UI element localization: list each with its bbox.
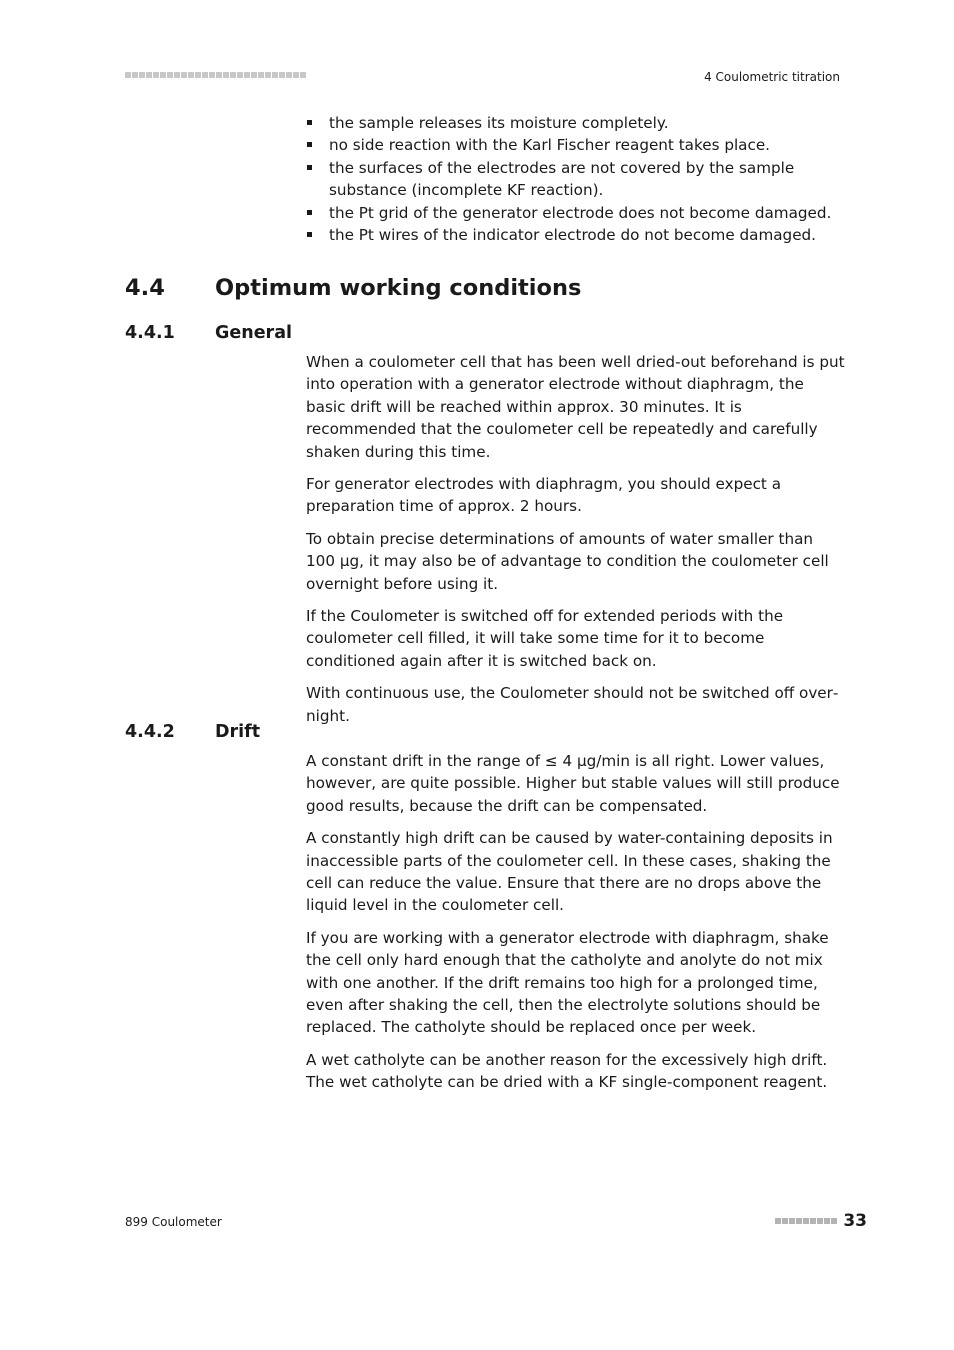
section-heading-4-4-1 bbox=[125, 323, 292, 343]
header-decoration bbox=[125, 72, 306, 78]
footer-product-name: 899 Coulometer bbox=[125, 1215, 222, 1229]
section-heading-4-4 bbox=[125, 275, 581, 301]
section-number: 4.4 bbox=[125, 275, 165, 301]
list-item: the Pt grid of the generator electrode does not become damaged. bbox=[306, 202, 846, 224]
list-item: the Pt wires of the indicator electrode do not become damaged. bbox=[306, 224, 846, 246]
bullet-icon bbox=[307, 142, 312, 147]
section-title: Drift bbox=[215, 722, 261, 742]
paragraph: With continuous use, the Coulometer should not be switched off overnight. bbox=[306, 684, 839, 725]
section-number: 4.4.1 bbox=[125, 323, 175, 343]
paragraph: If you are working with a generator electrode with diaphragm, shake the cell only hard enough that the catholyte and anolyte do not mix with one another. If the drift remains too high for a prolonged time, even after shaking the cell, then the electrolyte solutions should be replaced. The catholyte should be replaced once per week. bbox=[306, 928, 829, 1037]
list-item: no side reaction with the Karl Fischer reagent takes place. bbox=[306, 134, 846, 156]
paragraph: To obtain precise determinations of amounts of water smaller than 100 µg, it may also be of advantage to condition the coulometer cell overnight before using it. bbox=[306, 529, 829, 593]
list-item: the surfaces of the electrodes are not covered by the sample substance (incomplete KF reaction). bbox=[306, 157, 846, 202]
bullet-list-block bbox=[306, 112, 846, 246]
bullet-list bbox=[306, 112, 846, 246]
section-heading-4-4-2 bbox=[125, 722, 260, 742]
section-number: 4.4.2 bbox=[125, 722, 175, 742]
general-section-body bbox=[306, 351, 846, 737]
paragraph: A constantly high drift can be caused by water-containing deposits in inaccessible parts of the coulometer cell. In these cases, shaking the cell can reduce the value. Ensure that there are no drops above the liquid level in the coulometer cell. bbox=[306, 829, 833, 915]
section-title: General bbox=[215, 323, 292, 343]
section-title: Optimum working conditions bbox=[215, 275, 582, 301]
bullet-icon bbox=[307, 210, 312, 215]
paragraph: For generator electrodes with diaphragm, you should expect a preparation time of approx. 2 hours. bbox=[306, 475, 782, 516]
page-number: 33 bbox=[843, 1211, 867, 1231]
footer-decoration bbox=[775, 1218, 837, 1224]
paragraph: A wet catholyte can be another reason for the excessively high drift. The wet catholyte can be dried with a KF single-component reagent. bbox=[306, 1050, 828, 1092]
bullet-icon bbox=[307, 232, 312, 237]
bullet-icon bbox=[307, 120, 312, 125]
bullet-icon bbox=[307, 165, 312, 170]
paragraph: When a coulometer cell that has been well dried-out beforehand is put into operation with a generator electrode without diaphragm, the basic drift will be reached within approx. 30 minutes. It is recommended that the coulometer cell be repeatedly and carefully shaken during this time. bbox=[306, 353, 845, 461]
paragraph: A constant drift in the range of ≤ 4 µg/min is all right. Lower values, however, are quite possible. Higher but stable values will still produce good results, because the drift can be compensated. bbox=[306, 752, 840, 815]
running-header: 4 Coulometric titration bbox=[704, 70, 840, 84]
paragraph: If the Coulometer is switched off for extended periods with the coulometer cell filled, it will take some time for it to become conditioned again after it is switched back on. bbox=[306, 607, 784, 670]
list-item: the sample releases its moisture completely. bbox=[306, 112, 846, 134]
drift-section-body bbox=[306, 750, 846, 1104]
footer-page-block bbox=[775, 1211, 867, 1231]
